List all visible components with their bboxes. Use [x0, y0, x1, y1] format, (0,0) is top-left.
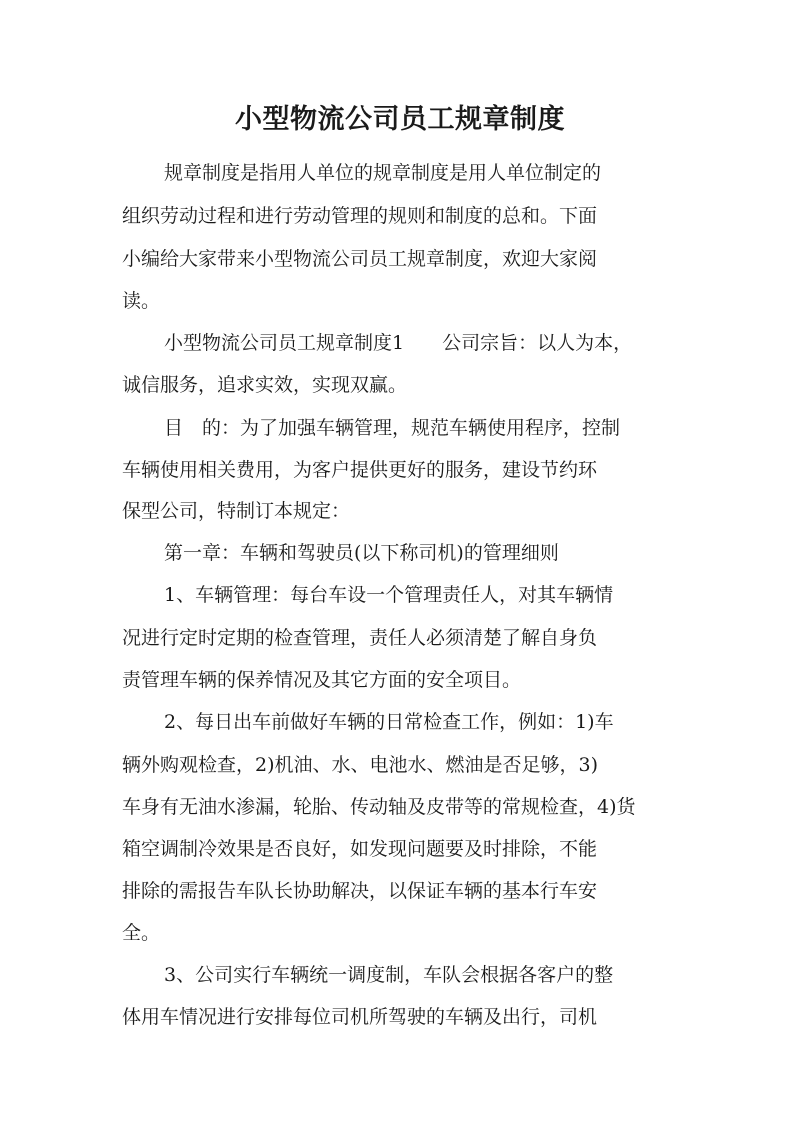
- paragraph-line: 3、公司实行车辆统一调度制，车队会根据各客户的整: [164, 964, 614, 986]
- paragraph-line: 1、车辆管理：每台车设一个管理责任人，对其车辆情: [164, 584, 614, 606]
- paragraph-line: 诚信服务，追求实效，实现双赢。: [122, 374, 408, 396]
- paragraph-line: 箱空调制冷效果是否良好，如发现问题要及时排除，不能: [122, 838, 598, 860]
- paragraph-line: 小型物流公司员工规章制度1 公司宗旨：以人为本，: [164, 332, 633, 354]
- paragraph-line: 责管理车辆的保养情况及其它方面的安全项目。: [122, 669, 522, 691]
- paragraph-line: 况进行定时定期的检查管理，责任人必须清楚了解自身负: [122, 627, 598, 649]
- paragraph-line: 保型公司，特制订本规定：: [122, 500, 351, 522]
- paragraph-line: 排除的需报告车队长协助解决，以保证车辆的基本行车安: [122, 880, 598, 902]
- paragraph-line: 车辆使用相关费用，为客户提供更好的服务，建设节约环: [122, 459, 598, 481]
- paragraph-line: 全。: [122, 922, 161, 944]
- paragraph-line: 体用车情况进行安排每位司机所驾驶的车辆及出行，司机: [122, 1006, 598, 1028]
- paragraph-line: 车身有无油水渗漏，轮胎、传动轴及皮带等的常规检查，4)货: [122, 796, 636, 818]
- paragraph-line: 小编给大家带来小型物流公司员工规章制度，欢迎大家阅: [122, 248, 598, 270]
- paragraph-line: 规章制度是指用人单位的规章制度是用人单位制定的: [164, 162, 602, 184]
- document-title: 小型物流公司员工规章制度: [235, 104, 565, 135]
- paragraph-line: 目 的：为了加强车辆管理，规范车辆使用程序，控制: [164, 417, 621, 439]
- chapter-heading: 第一章：车辆和驾驶员(以下称司机)的管理细则: [164, 542, 559, 564]
- paragraph-line: 2、每日出车前做好车辆的日常检查工作，例如：1)车: [164, 711, 614, 733]
- paragraph-line: 读。: [122, 290, 161, 312]
- paragraph-line: 组织劳动过程和进行劳动管理的规则和制度的总和。下面: [122, 205, 598, 227]
- paragraph-line: 辆外购观检查，2)机油、水、电池水、燃油是否足够，3): [122, 754, 599, 776]
